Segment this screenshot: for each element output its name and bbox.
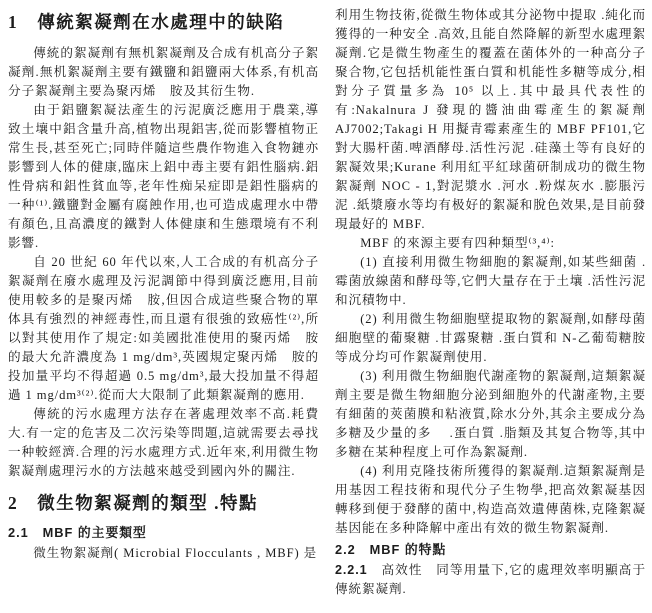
section-2-1-heading: 2.1 MBF 的主要類型 [8, 525, 147, 540]
paragraph-mbf-four-sources-lead: MBF 的來源主要有四种類型⁽³,⁴⁾: [360, 236, 555, 250]
section-2-2-heading: 2.2 MBF 的特點 [335, 542, 447, 557]
paragraph-traditional-flocculants-intro: 傳統的絮凝劑有無机絮凝劑及合成有机高分子絮凝劑.無机絮凝劑主要有鐵鹽和鋁鹽兩大体系,有机高分子絮凝劑主要為聚丙烯 胺及其衍生物. [8, 46, 319, 98]
paragraph-mbf-definition-start: 微生物絮凝劑( Microbial Flocculants , MBF) 是 [33, 546, 318, 560]
paragraph-traditional-treatment-problems: 傳統的污水處理方法存在著處理效率不高.耗費大.有一定的危害及二次污染等問題,這就需要去尋找一种較經濟.合理的污水處理方式.近年來,利用微生物絮凝劑處理污水的方法越來越受到國內外的關注. [8, 407, 319, 478]
subsection-2-2-1-text: 高效性 同等用量下,它的處理效率明顯高于傳統絮凝劑. [335, 563, 646, 596]
right-column [335, 6, 646, 613]
paragraph-high-efficiency [335, 561, 646, 599]
paragraph-mbf-source-type-3: (3) 利用微生物細胞代謝產物的絮凝劑,這類絮凝劑主要是微生物細胞分泌到細胞外的代謝產物,主要有細菌的莢菌膜和粘液質,除水分外,其余主要成分為多糖及少量的多 .蛋白質 .脂類及其复合物等,其中多糖在某种程度上可作為絮凝劑. [335, 369, 646, 459]
left-column [8, 6, 319, 613]
paragraph-mbf-source-type-2: (2) 利用微生物細胞壁提取物的絮凝劑,如酵母菌細胞壁的葡聚糖 .甘露聚糖 .蛋白質和 N-乙葡萄糖胺等成分均可作絮凝劑使用. [335, 312, 646, 364]
paragraph-mbf-source-type-1: (1) 直接利用微生物細胞的絮凝劑,如某些細菌 .霉菌放線菌和酵母等,它們大量存在于土壤 .活性污泥和沉積物中. [335, 255, 646, 307]
paragraph-mbf-source-type-4: (4) 利用克隆技術所獲得的絮凝劑.這類絮凝劑是用基因工程技術和現代分子生物學,把高效絮凝基因轉移到便于發酵的菌中,构造高效遺傳菌株,克隆絮凝基因能在多种降解中產出有效的微生物絮凝劑. [335, 464, 646, 535]
paragraph-mbf-definition-continued: 利用生物技術,從微生物体或其分泌物中提取 .純化而獲得的一种安全 .高效,且能自然降解的新型水處理絮凝劑.它是微生物產生的覆蓋在菌体外的一种高分子聚合物,它包括机能性蛋白質和机能性多糖等成分,相對分子質量多為 10⁵ 以上.其中最具代表性的有:Nakalnura J 發現的醬油曲霉產生的絮凝劑 AJ7002;Takagi H 用擬青霉素產生的 MBF PF101,它對大腸杆菌.啤酒酵母.活性污泥 .硅藻土等有良好的絮凝效果;Kurane 利用紅平紅球菌研制成功的微生物絮凝劑 NOC - 1,對泥漿水 .河水 .粉煤灰水 .膨脹污泥 .紙漿廢水等均有极好的絮凝和脫色效果,是目前發現最好的 MBF. [335, 8, 646, 231]
paragraph-synthetic-polymer-toxicity: 自 20 世紀 60 年代以來,人工合成的有机高分子絮凝劑在廢水處理及污泥調節中得到廣泛應用,目前使用較多的是聚丙烯 胺,但因合成這些聚合物的單体具有強烈的神經毒性,而且還有很強的致癌性⁽²⁾,所以對其使用作了規定:如美國批准使用的聚丙烯 胺的最大允許濃度為 1 mg/dm³,英國規定聚丙烯 胺的投加量平均不得超過 0.5 mg/dm³,最大投加量不得超過 1 mg/dm³⁽²⁾.從而大大限制了此類絮凝劑的應用. [8, 255, 319, 402]
paragraph-aluminium-salt-harm: 由于鋁鹽絮凝法產生的污泥廣泛應用于農業,導致土壤中鋁含量升高,植物出現鋁害,從而影響植物正常生長,甚至死亡;同時伴隨這些農作物進入食物鏈亦影響到人体的健康,臨床上鋁中毒主要有鋁性腦病.鋁性骨病和鋁性貧血等,老年性痴呆症即是鋁性腦病的一种⁽¹⁾.鐵鹽對金屬有腐蝕作用,也可造成處理水中帶有顏色,且高濃度的鐵對人体健康和生態環境有不利影響. [8, 103, 319, 250]
section-1-heading: 1 傳統絮凝劑在水處理中的缺陷 [8, 12, 285, 32]
section-2-heading: 2 微生物絮凝劑的類型 .特點 [8, 493, 258, 513]
subsection-2-2-1-number: 2.2.1 [335, 563, 368, 577]
